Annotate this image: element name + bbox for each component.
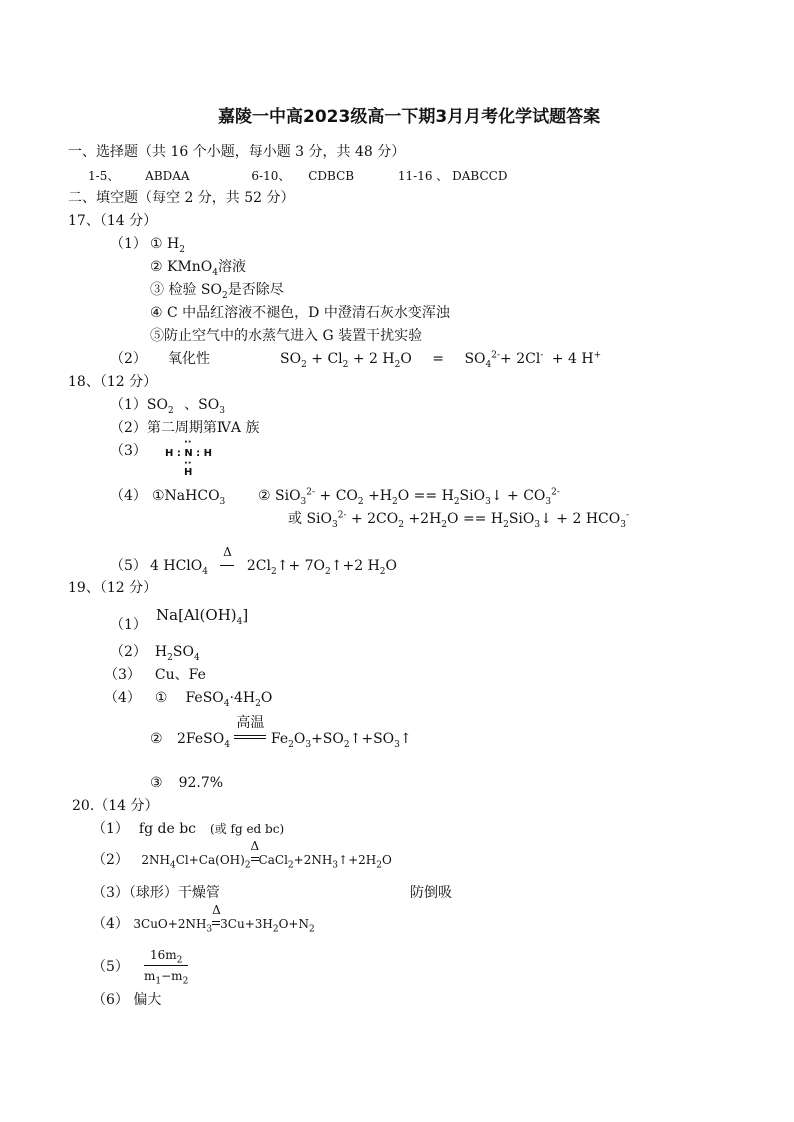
page-title: 嘉陵一中高2023级高一下期3月月考化学试题答案	[218, 107, 601, 127]
q18-part4-answer-1: ①NaHCO$_3$	[152, 488, 226, 507]
q19-part4: （4） ① $FeSO_4\cdot 4H_2O$	[104, 690, 273, 709]
q19-heading: 19、（12 分）	[68, 580, 158, 596]
q20-part3: （3）（球形）干燥管	[92, 885, 220, 901]
q19-part2: （2） $H_2SO_4$	[110, 644, 200, 663]
section-2-heading: 二、填空题（每空 2 分，共 52 分）	[68, 190, 295, 206]
q18-part3-label: （3）	[110, 443, 147, 459]
q20-part4: （4） $3CuO+2NH_3$ Δ $3Cu+3H_2O+N_2$	[92, 903, 315, 935]
answers-value-3: DABCCD	[452, 169, 508, 183]
answers-label-1: 1-5、	[88, 169, 120, 183]
answers-label-3: 11-16 、	[397, 169, 449, 183]
q18-equation-2: 或 $SiO_3^{2-} + 2CO_2 +2H_2O$ == $H_2SiO_3↓ + 2$ $HCO_3^-$	[288, 510, 629, 530]
section-1-heading: 一、选择题（共 16 个小题，每小题 3 分，共 48 分）	[68, 144, 406, 160]
q20-part5-fraction: $\frac{16m_2}{m_1-m_2}$	[144, 948, 189, 987]
q18-part5-label: （5）	[110, 558, 147, 574]
q17-equation: $SO_2 + Cl_2 + 2$ $H_2O = SO_4^{2-}+ 2Cl^- + 4$ H+	[280, 350, 602, 370]
q18-part4-label: （4）	[110, 488, 147, 504]
answers-label-2: 6-10、	[251, 169, 291, 183]
q20-part6: （6） 偏大	[92, 992, 162, 1008]
q20-part5-label: （5）	[92, 959, 129, 975]
q17-answer-5: ⑤防止空气中的水蒸气进入 G 装置干扰实验	[150, 328, 423, 344]
q18-equation-3: 4 HClO$_4$ Δ $2Cl_2↑+$ $7O_2↑+2$ $H_2O$	[150, 545, 397, 577]
q17-answer-3: ③ 检验 $SO_2$是否除尽	[150, 282, 284, 301]
q17-part2-answer: 氧化性	[168, 351, 210, 367]
answers-value-1: ABDAA	[145, 169, 190, 183]
q19-part1-answer: $Na[Al(OH)_4]$	[156, 606, 249, 627]
q17-part2-label: （2）	[110, 351, 147, 367]
q20-part2: （2） $2NH_4Cl+Ca(OH)_2$ Δ $CaCl_2+2NH_3↑+2H_2O$	[92, 839, 392, 871]
q19-part3: （3） Cu、Fe	[104, 667, 206, 683]
answers-row	[88, 167, 507, 185]
answers-value-2: CDBCB	[308, 169, 355, 183]
q18-equation-1: ② $SiO_3^{2-} + CO_2 +H_2O$ == $H_2SiO_3↓ + CO_3^{2-}$	[258, 487, 560, 507]
q18-heading: 18、（12 分）	[68, 374, 158, 390]
q20-heading: 20.（14 分）	[72, 798, 159, 814]
q18-part1: $(1)SO_2$ 、$SO_3$	[110, 397, 225, 416]
q19-equation: ② 2FeSO$_4$ 高温 $Fe_2O_3+SO_2↑+SO_3↑$	[150, 715, 412, 750]
q17-part1-label: （1）	[110, 236, 147, 252]
q17-answer-1: ① $H_2$	[150, 236, 185, 255]
q19-part4-answer-3: ③ 92.7%	[150, 775, 224, 791]
q17-heading: 17、（14 分）	[68, 213, 158, 229]
q19-part1-label: （1）	[110, 617, 147, 633]
q18-part2: （2）第二周期第ⅣA 族	[110, 420, 260, 436]
q17-answer-2: ② KMnO$_4$溶液	[150, 259, 247, 278]
q17-answer-4: ④ C 中品红溶液不褪色，D 中澄清石灰水变浑浊	[150, 305, 450, 321]
q20-part3-answer-2: 防倒吸	[410, 885, 452, 901]
q20-part1: （1） fg de bc (或 fg ed bc)	[92, 821, 285, 837]
